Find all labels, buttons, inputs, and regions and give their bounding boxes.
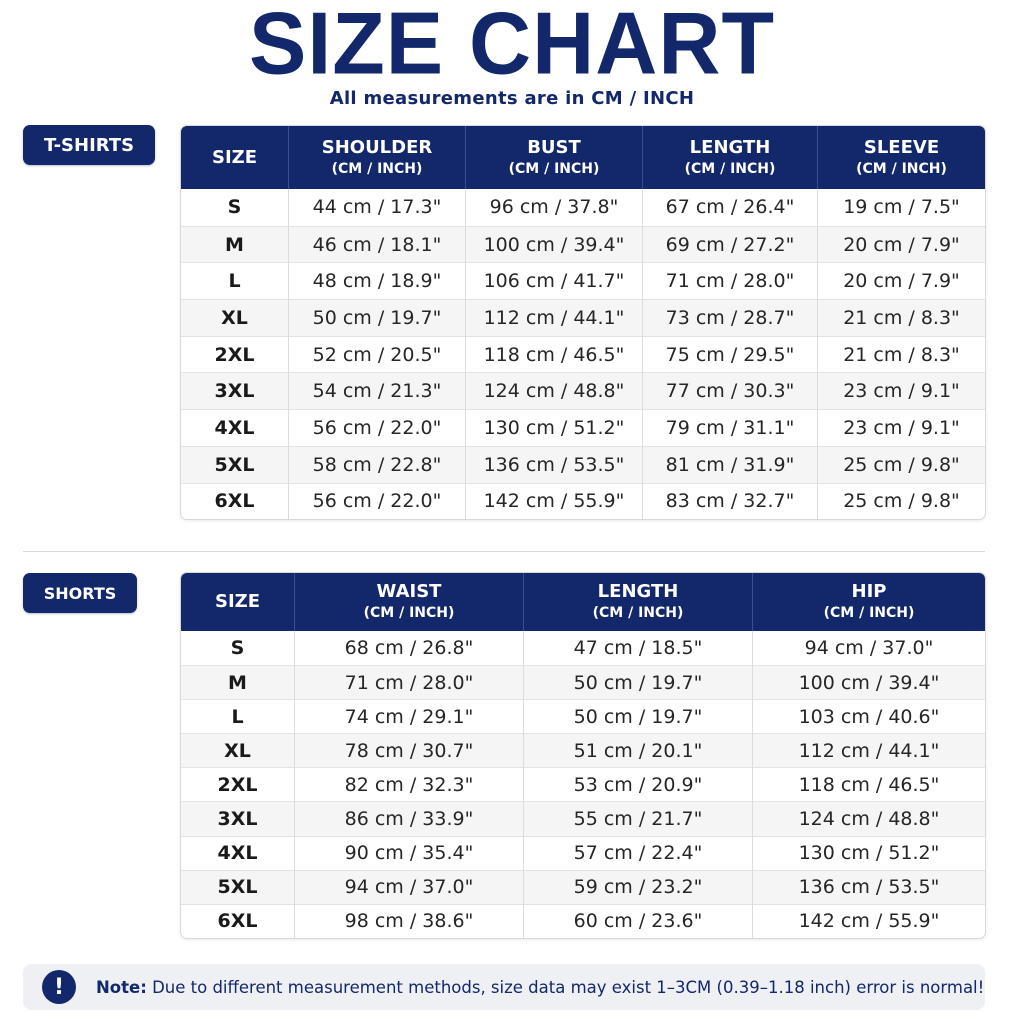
column-header [523,573,752,631]
measurement-cell: 130 cm / 51.2" [465,409,642,446]
measurement-cell: 124 cm / 48.8" [465,372,642,409]
table-row [181,226,985,263]
measurement-cell: 50 cm / 19.7" [523,665,752,699]
measurement-cell: 103 cm / 40.6" [752,699,985,733]
measurement-cell: 118 cm / 46.5" [465,336,642,373]
column-header-unit: (CM / INCH) [856,160,947,177]
measurement-cell: 59 cm / 23.2" [523,870,752,904]
measurement-cell: 130 cm / 51.2" [752,836,985,870]
column-header-label: LENGTH [597,581,679,602]
size-label-cell: 3XL [181,801,294,835]
size-label-cell: 2XL [181,767,294,801]
measurement-cell: 57 cm / 22.4" [523,836,752,870]
size-label-cell: 4XL [181,409,288,446]
table-row [181,409,985,446]
note-body: Due to different measurement methods, size data may exist 1–3CM (0.39–1.18 inch) error is normal! [152,977,985,997]
column-header-label: LENGTH [689,136,771,158]
measurement-cell: 50 cm / 19.7" [288,299,465,336]
measurement-cell: 94 cm / 37.0" [294,870,523,904]
column-header-label: SIZE [214,591,260,612]
measurement-cell: 83 cm / 32.7" [642,483,817,520]
table-row [181,699,985,733]
table-row [181,631,985,665]
column-header [294,573,523,631]
measurement-cell: 47 cm / 18.5" [523,631,752,665]
note-banner [23,964,985,1010]
measurement-cell: 20 cm / 7.9" [817,226,985,263]
size-label-cell: 6XL [181,904,294,938]
column-header-unit: (CM / INCH) [508,160,600,177]
table-row [181,836,985,870]
column-header-label: SLEEVE [863,136,940,158]
size-label-cell: M [181,226,288,263]
measurement-cell: 23 cm / 9.1" [817,409,985,446]
measurement-cell: 96 cm / 37.8" [465,189,642,226]
measurement-cell: 82 cm / 32.3" [294,767,523,801]
measurement-cell: 112 cm / 44.1" [465,299,642,336]
table-row [181,336,985,373]
table-row [181,870,985,904]
tshirts-size-table [181,126,985,519]
size-label-cell: L [181,262,288,299]
column-header-label: SIZE [211,146,257,168]
measurement-cell: 19 cm / 7.5" [817,189,985,226]
measurement-cell: 25 cm / 9.8" [817,446,985,483]
measurement-cell: 58 cm / 22.8" [288,446,465,483]
measurement-cell: 53 cm / 20.9" [523,767,752,801]
measurement-cell: 56 cm / 22.0" [288,483,465,520]
exclamation-icon: ! [42,970,76,1004]
column-header-label: WAIST [376,581,442,602]
note-text [96,978,984,997]
measurement-cell: 136 cm / 53.5" [465,446,642,483]
measurement-cell: 81 cm / 31.9" [642,446,817,483]
measurement-cell: 77 cm / 30.3" [642,372,817,409]
page-subtitle: All measurements are in CM / INCH [329,88,695,109]
measurement-cell: 71 cm / 28.0" [294,665,523,699]
measurement-cell: 51 cm / 20.1" [523,733,752,767]
table-row [181,767,985,801]
size-label-cell: 6XL [181,483,288,520]
size-label-cell: 4XL [181,836,294,870]
measurement-cell: 100 cm / 39.4" [752,665,985,699]
measurement-cell: 46 cm / 18.1" [288,226,465,263]
measurement-cell: 60 cm / 23.6" [523,904,752,938]
measurement-cell: 100 cm / 39.4" [465,226,642,263]
column-header-label: SHOULDER [321,136,433,158]
measurement-cell: 67 cm / 26.4" [642,189,817,226]
column-header-unit: (CM / INCH) [684,160,776,177]
column-header-unit: (CM / INCH) [592,605,684,621]
measurement-cell: 71 cm / 28.0" [642,262,817,299]
table-header-row [181,573,985,631]
size-label-cell: L [181,699,294,733]
column-header [181,126,288,189]
measurement-cell: 86 cm / 33.9" [294,801,523,835]
size-label-cell: XL [181,733,294,767]
size-label-cell: XL [181,299,288,336]
page-title: SIZE CHART [249,0,775,93]
section-divider [23,551,985,552]
measurement-cell: 48 cm / 18.9" [288,262,465,299]
column-header [642,126,817,189]
measurement-cell: 136 cm / 53.5" [752,870,985,904]
measurement-cell: 73 cm / 28.7" [642,299,817,336]
measurement-cell: 68 cm / 26.8" [294,631,523,665]
measurement-cell: 23 cm / 9.1" [817,372,985,409]
column-header [752,573,985,631]
measurement-cell: 25 cm / 9.8" [817,483,985,520]
table-row [181,372,985,409]
size-label-cell: 2XL [181,336,288,373]
column-header-unit: (CM / INCH) [823,605,915,621]
measurement-cell: 21 cm / 8.3" [817,336,985,373]
column-header-label: BUST [527,136,581,158]
column-header-unit: (CM / INCH) [331,160,423,177]
table-row [181,483,985,520]
measurement-cell: 142 cm / 55.9" [752,904,985,938]
note-label: Note: [96,977,147,997]
measurement-cell: 78 cm / 30.7" [294,733,523,767]
measurement-cell: 69 cm / 27.2" [642,226,817,263]
table-header-row [181,126,985,189]
measurement-cell: 142 cm / 55.9" [465,483,642,520]
size-label-cell: 5XL [181,446,288,483]
measurement-cell: 44 cm / 17.3" [288,189,465,226]
shorts-section-tag: SHORTS [23,573,137,613]
column-header [181,573,294,631]
size-label-cell: 5XL [181,870,294,904]
table-row [181,446,985,483]
column-header [817,126,985,189]
measurement-cell: 21 cm / 8.3" [817,299,985,336]
measurement-cell: 98 cm / 38.6" [294,904,523,938]
shorts-size-table [181,573,985,938]
measurement-cell: 54 cm / 21.3" [288,372,465,409]
table-row [181,262,985,299]
size-label-cell: M [181,665,294,699]
measurement-cell: 75 cm / 29.5" [642,336,817,373]
table-row [181,904,985,938]
measurement-cell: 52 cm / 20.5" [288,336,465,373]
tshirts-section-tag: T-SHIRTS [23,125,155,165]
measurement-cell: 94 cm / 37.0" [752,631,985,665]
size-label-cell: S [230,637,245,660]
measurement-cell: 55 cm / 21.7" [523,801,752,835]
column-header-label: HIP [851,581,887,602]
column-header-unit: (CM / INCH) [363,605,455,621]
size-label-cell: 3XL [181,372,288,409]
measurement-cell: 124 cm / 48.8" [752,801,985,835]
measurement-cell: 118 cm / 46.5" [752,767,985,801]
measurement-cell: 90 cm / 35.4" [294,836,523,870]
table-row [181,189,985,226]
measurement-cell: 106 cm / 41.7" [465,262,642,299]
measurement-cell: 112 cm / 44.1" [752,733,985,767]
measurement-cell: 79 cm / 31.1" [642,409,817,446]
table-row [181,665,985,699]
measurement-cell: 20 cm / 7.9" [817,262,985,299]
measurement-cell: 74 cm / 29.1" [294,699,523,733]
measurement-cell: 50 cm / 19.7" [523,699,752,733]
column-header [288,126,465,189]
table-row [181,801,985,835]
table-row [181,299,985,336]
size-label-cell: S [227,196,242,219]
column-header [465,126,642,189]
table-row [181,733,985,767]
measurement-cell: 56 cm / 22.0" [288,409,465,446]
